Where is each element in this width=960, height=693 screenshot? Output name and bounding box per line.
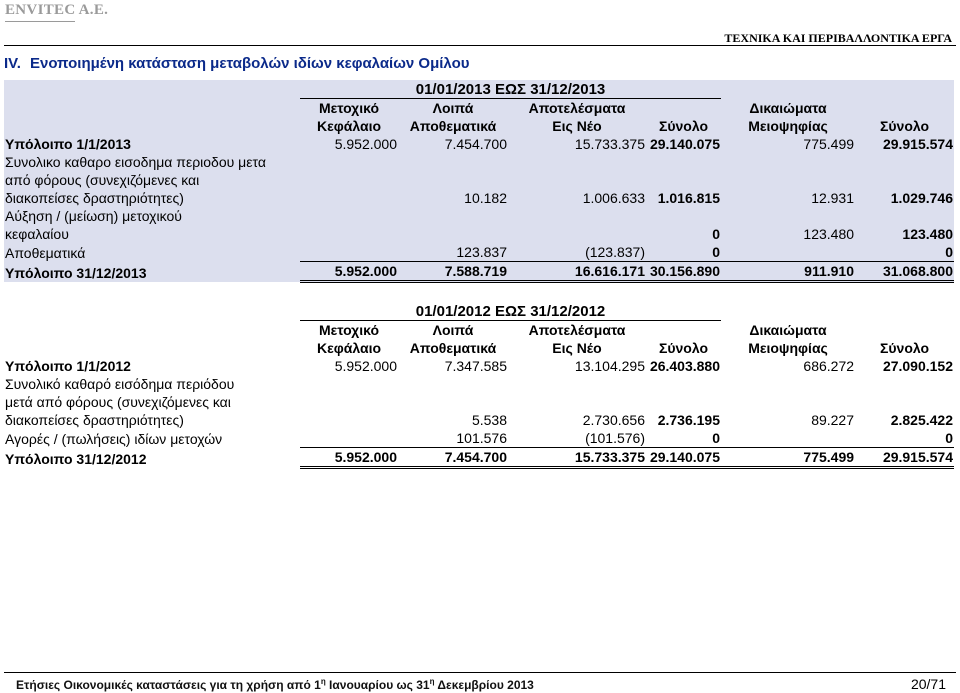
logo-underline [5, 21, 75, 22]
table-row-total: Υπόλοιπο 31/12/2012 5.952.000 7.454.700 15.733.375 29.140.075 775.499 29.915.574 [5, 449, 954, 467]
column-header-row [4, 99, 954, 118]
company-logo: ENVITEC A.E. [5, 2, 109, 18]
period-header: 01/01/2013 ΕΩΣ 31/12/2013 [300, 80, 721, 99]
table-row-total: Υπόλοιπο 31/12/2013 5.952.000 7.588.719 16.616.171 30.156.890 911.910 31.068.800 [5, 263, 954, 281]
equity-table-2012: 01/01/2012 ΕΩΣ 31/12/2012 Μετοχικό Λοιπά Αποτελέσματα Σύνολο Δικαιώματα Σύνολο Κεφάλαιο Αποθεματικά Εις Νέο Μειοψηφίας Υπόλοιπο 1/1/2012 5.952.000 7.347.585 13.104.295 26.403.880 686.272 27.090.152 Συνολικό καθαρό εισόδημα περιόδου μετά από φόρους (συνεχιζόμενες και διακοπείσες δραστηριότητες) 5.538 2.730.656 2.736.195 89.227 2.825.422 Αγορές / (πωλήσεις) ιδίων μετοχών 101.576 (101.576) 0 0 Υπόλοιπο 31/12/2012 5.952.000 7.454.700 15.733.375 29.140.075 775.499 29.915.574 [5, 303, 954, 467]
footer-divider [4, 672, 956, 673]
table-row: Αγορές / (πωλήσεις) ιδίων μετοχών 101.576 (101.576) 0 0 [5, 430, 954, 447]
header-divider [4, 45, 956, 46]
section-number: IV. [4, 55, 21, 72]
col-header-share-capital: Μετοχικό [300, 99, 398, 118]
page-number: 20/71 [910, 676, 946, 692]
col-header-minority: Δικαιώματα [749, 322, 827, 338]
table-row: Αποθεματικά 123.837 (123.837) 0 0 [5, 244, 954, 261]
equity-table-2013: 01/01/2013 ΕΩΣ 31/12/2013 Μετοχικό Λοιπά Αποτελέσματα Σύνολο Δικαιώματα Σύνολο Κεφάλαιο Αποθεματικά Εις Νέο Μειοψηφίας Υπόλοιπο 1/1/2013 5.952.000 7.454.700 15.733.375 29.140.075 775.499 29.915.574 Συνολικο καθαρο εισοδημα περιοδου μετα από φόρους (συνεχιζόμενες και διακοπείσες δραστηριότητες) 10.182 1.006.633 1.016.815 12.931 1.029.746 Αύξηση / (μείωση) μετοχικού κεφαλαίου 0 123.480 123.480 Αποθεματικά 123.837 (123.837) 0 0 Υπόλοιπο 31/12/2013 5.952.000 7.588.719 16.616.171 30.156.890 911.910 31.068.800 [5, 81, 954, 281]
table-row: Αύξηση / (μείωση) μετοχικού [4, 207, 954, 225]
period-header: 01/01/2012 ΕΩΣ 31/12/2012 [300, 302, 721, 321]
section-title [4, 55, 469, 72]
section-title-text: Ενοποιημένη κατάσταση μεταβολών ιδίων κεφαλαίων Ομίλου [29, 55, 470, 72]
col-header-retained-earnings: Αποτελέσματα [508, 99, 646, 118]
column-header-row [4, 321, 954, 340]
col-header-other-reserves: Λοιπά [398, 99, 508, 118]
col-header-minority: Δικαιώματα [721, 99, 855, 118]
table-row: Συνολικο καθαρο εισοδημα περιοδου μετα [4, 153, 954, 171]
table-row: Συνολικό καθαρό εισόδημα περιόδου [5, 376, 235, 392]
footer-text: Ετήσιες Οικονομικές καταστάσεις για τη χρήση από $1^\eta$ Ιανουαρίου ως $31^\eta$ Δεκεμβρίου 2013 [16, 677, 534, 692]
col-header-total: Σύνολο [658, 340, 709, 356]
col-header-total: Σύνολο [646, 99, 721, 136]
table-row: Υπόλοιπο 1/1/2013 5.952.000 7.454.700 15.733.375 29.140.075 775.499 29.915.574 [5, 136, 954, 152]
col-header-grand-total: Σύνολο [855, 99, 954, 136]
col-header-other-reserves: Λοιπά [432, 322, 474, 338]
col-header-retained-earnings: Αποτελέσματα [528, 322, 626, 338]
col-header-grand-total: Σύνολο [879, 340, 930, 356]
header-tagline: ΤΕΧΝΙΚΑ ΚΑΙ ΠΕΡΙΒΑΛΛΟΝΤΙΚΑ ΕΡΓΑ [724, 31, 952, 45]
col-header-share-capital: Μετοχικό [318, 322, 380, 338]
table-row: Υπόλοιπο 1/1/2012 5.952.000 7.347.585 13.104.295 26.403.880 686.272 27.090.152 [5, 358, 954, 374]
